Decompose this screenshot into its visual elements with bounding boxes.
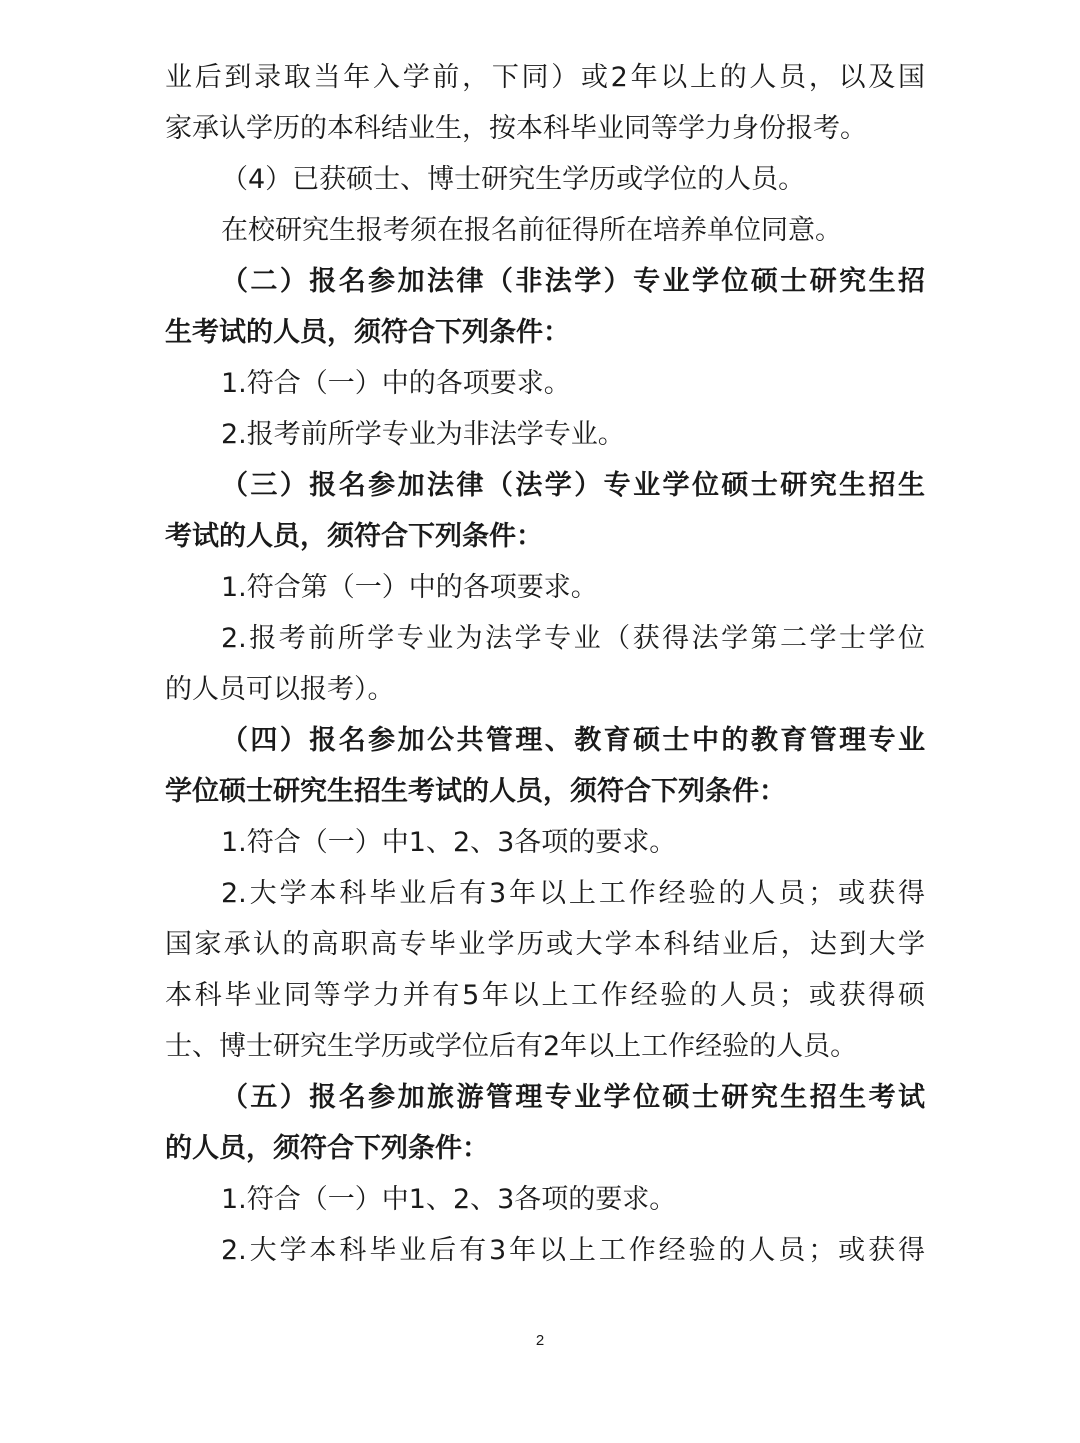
paragraph-line: 1.符合第（一）中的各项要求。 [221,572,598,603]
paragraph-line: 国家承认的高职高专毕业学历或大学本科结业后，达到大学 [165,929,925,960]
paragraph-line: 2.大学本科毕业后有3年以上工作经验的人员；或获得 [221,878,925,909]
section-heading-line: （二）报名参加法律（非法学）专业学位硕士研究生招 [221,266,925,297]
page-number: 2 [535,1332,545,1349]
document-body [165,52,925,1276]
paragraph-line: 1.符合（一）中的各项要求。 [221,368,571,399]
paragraph-line: 1.符合（一）中1、2、3各项的要求。 [221,827,677,858]
section-heading-line: 生考试的人员，须符合下列条件： [165,317,570,348]
paragraph-line: 家承认学历的本科结业生，按本科毕业同等学力身份报考。 [165,113,867,144]
paragraph-line: 1.符合（一）中1、2、3各项的要求。 [221,1184,677,1215]
paragraph-line: （4）已获硕士、博士研究生学历或学位的人员。 [221,164,806,195]
section-heading-line: （四）报名参加公共管理、教育硕士中的教育管理专业 [221,725,925,756]
section-heading-line: 的人员，须符合下列条件： [165,1133,489,1164]
section-heading-line: 考试的人员，须符合下列条件： [165,521,543,552]
section-heading-line: （五）报名参加旅游管理专业学位硕士研究生招生考试 [221,1082,925,1113]
paragraph-line: 2.报考前所学专业为法学专业（获得法学第二学士学位 [221,623,925,654]
paragraph-line: 士、博士研究生学历或学位后有2年以上工作经验的人员。 [165,1031,858,1062]
paragraph-line: 业后到录取当年入学前，下同）或2年以上的人员，以及国 [165,62,925,93]
paragraph-line: 的人员可以报考）。 [165,674,395,705]
section-heading-line: （三）报名参加法律（法学）专业学位硕士研究生招生 [221,470,925,501]
paragraph-line: 2.报考前所学专业为非法学专业。 [221,419,625,450]
paragraph-line: 本科毕业同等学力并有5年以上工作经验的人员；或获得硕 [165,980,925,1011]
paragraph-line: 在校研究生报考须在报名前征得所在培养单位同意。 [221,215,842,246]
section-heading-line: 学位硕士研究生招生考试的人员，须符合下列条件： [165,776,786,807]
paragraph-line: 2.大学本科毕业后有3年以上工作经验的人员；或获得 [221,1235,925,1266]
